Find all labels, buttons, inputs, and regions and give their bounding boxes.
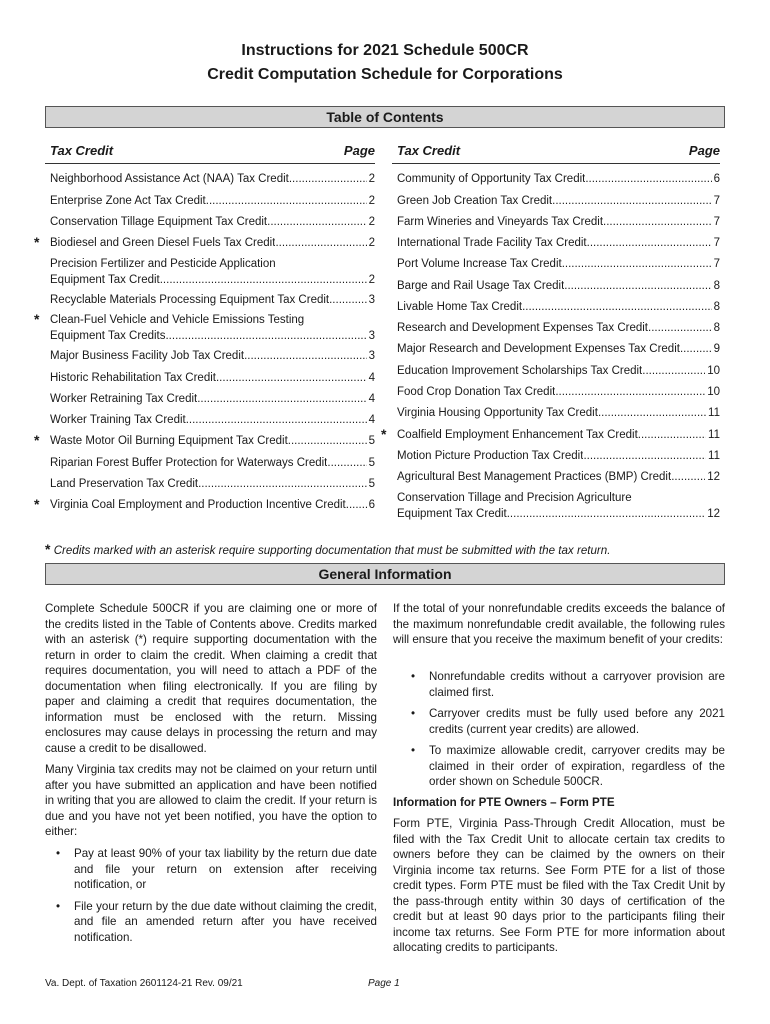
toc-entry	[50, 455, 375, 471]
bullet-text: To maximize allowable credit, carryover credits may be claimed in their order of expiration, regardless of the order shown on Schedule 500CR.	[429, 744, 725, 788]
dot-leader	[186, 412, 367, 428]
toc-entry-page: 7	[713, 237, 720, 249]
toc-entry-label: Biodiesel and Green Diesel Fuels Tax Credit	[50, 237, 276, 249]
toc-entry-label: Barge and Rail Usage Tax Credit	[397, 280, 565, 292]
bullet-item	[56, 899, 377, 946]
dot-leader	[206, 193, 367, 209]
toc-entry-page: 8	[713, 301, 720, 313]
toc-entry-label: Waste Motor Oil Burning Equipment Tax Credit	[50, 435, 288, 447]
dot-leader	[329, 292, 366, 308]
asterisk-marker: *	[381, 426, 387, 442]
toc-header-credit: Tax Credit	[50, 143, 114, 158]
footer-page-number: Page 1	[368, 978, 400, 989]
dot-leader	[288, 433, 367, 449]
toc-entry-page: 10	[707, 365, 720, 377]
asterisk-marker: *	[45, 541, 51, 557]
toc-entry	[34, 234, 375, 251]
toc-entry	[397, 299, 720, 315]
dot-leader	[555, 384, 705, 400]
bullet-icon: •	[411, 744, 416, 757]
bullet-item	[411, 669, 725, 700]
dot-leader	[327, 455, 366, 471]
toc-entry	[397, 235, 720, 251]
asterisk-marker: *	[34, 432, 40, 448]
toc-entry	[397, 341, 720, 357]
toc-entry	[50, 391, 375, 407]
toc-left-header	[45, 143, 375, 164]
toc-entry-label: Riparian Forest Buffer Protection for Waterways Credit	[50, 457, 328, 469]
dot-leader	[562, 256, 712, 272]
toc-entry	[50, 193, 375, 209]
dot-leader	[598, 405, 706, 421]
dot-leader	[671, 469, 705, 485]
toc-entry	[397, 469, 720, 485]
bullet-item	[56, 846, 377, 893]
toc-entry-label: Major Business Facility Job Tax Credit	[50, 350, 245, 362]
bullet-icon: •	[411, 707, 416, 720]
dot-leader	[289, 171, 367, 187]
dot-leader	[648, 320, 712, 336]
toc-entry-label: Land Preservation Tax Credit	[50, 478, 199, 490]
asterisk-marker: *	[34, 496, 40, 512]
toc-entry-label: Food Crop Donation Tax Credit	[397, 386, 556, 398]
toc-entry-page: 2	[368, 216, 375, 228]
toc-entry-label: Recyclable Materials Processing Equipment Tax Credit	[50, 294, 330, 306]
toc-entry-page: 3	[368, 330, 375, 342]
toc-entry-label: Equipment Tax Credits	[50, 330, 166, 342]
toc-entry-page: 2	[368, 274, 375, 286]
toc-entry-page: 4	[368, 414, 375, 426]
dot-leader	[160, 272, 367, 288]
toc-entry-page: 2	[368, 195, 375, 207]
toc-entry-label: Equipment Tax Credit	[50, 274, 160, 286]
toc-entry-label: Education Improvement Scholarships Tax Credit	[397, 365, 643, 377]
toc-entry-label: Port Volume Increase Tax Credit	[397, 258, 562, 270]
toc-entry	[397, 448, 720, 464]
toc-heading: Table of Contents	[45, 106, 725, 128]
general-info-heading: General Information	[45, 563, 725, 585]
toc-entry-label: Major Research and Development Expenses Tax Credit	[397, 343, 680, 355]
toc-entry-page: 12	[707, 471, 720, 483]
bullet-text: Carryover credits must be fully used before any 2021 credits (current year credits) are allowed.	[429, 707, 725, 736]
toc-entry	[397, 320, 720, 336]
dot-leader	[216, 370, 367, 386]
toc-entry-label: Conservation Tillage Equipment Tax Credit	[50, 216, 268, 228]
toc-entry	[50, 370, 375, 386]
bullet-text: Nonrefundable credits without a carryover provision are claimed first.	[429, 670, 725, 699]
general-left-bullet-list	[56, 846, 377, 951]
dot-leader	[275, 235, 366, 251]
bullet-text: Pay at least 90% of your tax liability by the return due date and file your return on extension after receiving notification, or	[74, 847, 377, 891]
toc-entry	[50, 214, 375, 230]
bullet-item	[411, 706, 725, 737]
toc-entry-label: Equipment Tax Credit	[397, 508, 507, 520]
toc-entry-page: 4	[368, 393, 375, 405]
footer-form-info: Va. Dept. of Taxation 2601124-21 Rev. 09/21	[45, 978, 243, 989]
toc-entry-page: 4	[368, 372, 375, 384]
toc-right-column	[381, 143, 720, 520]
toc-entry-label: Coalfield Employment Enhancement Tax Credit	[397, 429, 638, 441]
general-left-paragraph-2: Many Virginia tax credits may not be claimed on your return until after you have submitted an application and have been notified in writing that you are allowed to claim the credit. If your return is due and you have not yet been notified, you have the option to either:	[45, 763, 377, 838]
toc-entry	[397, 171, 720, 187]
toc-footnote	[45, 541, 610, 557]
dot-leader	[507, 506, 705, 522]
pte-body: Form PTE, Virginia Pass-Through Credit Allocation, must be filed with the Tax Credit Unit to allocate certain tax credits to owners before they can be claimed by the owners on their Virginia income tax returns. See Form PTE for a list of those credit types. Form PTE must be filed with the Tax Credit Unit by the pass-through entity within 30 days of certification of the credit but at least 90 days prior to the participants filing their income tax returns. See Form PTE for more information about allocating credits to participants.	[393, 817, 725, 954]
toc-entry	[397, 384, 720, 400]
toc-entry	[50, 348, 375, 364]
toc-entry-label: Worker Training Tax Credit	[50, 414, 186, 426]
toc-entry-label: Enterprise Zone Act Tax Credit	[50, 195, 206, 207]
toc-entry-label: Virginia Coal Employment and Production Incentive Credit	[50, 499, 346, 511]
toc-footnote-text: Credits marked with an asterisk require supporting documentation that must be submitted with the tax return.	[53, 544, 611, 557]
bullet-icon: •	[411, 670, 416, 683]
toc-entry-label: Historic Rehabilitation Tax Credit	[50, 372, 216, 384]
toc-entry-label: Clean-Fuel Vehicle and Vehicle Emissions Testing	[50, 314, 305, 326]
toc-entry-page: 7	[713, 195, 720, 207]
general-right-bullet-list	[411, 669, 725, 796]
toc-entry-label: Worker Retraining Tax Credit	[50, 393, 198, 405]
bullet-item	[411, 743, 725, 790]
general-left-paragraph-1: Complete Schedule 500CR if you are claiming one or more of the credits listed in the Table of Contents above. Credits marked with an asterisk (*) require supporting documentation with the return in order to claim the credit. When claiming a credit that requires documentation, you will need to attach a PDF of the documentation when filing electronically. If you are filing by paper and claiming a credit that requires documentation, the information must be enclosed with the return. Missing enclosures may cause delays in processing the return and may cause a credit to be disallowed.	[45, 602, 377, 755]
toc-entry	[34, 311, 375, 344]
dot-leader	[198, 476, 367, 492]
dot-leader	[244, 348, 367, 364]
toc-entry-label: Livable Home Tax Credit	[397, 301, 523, 313]
toc-entry-page: 5	[368, 478, 375, 490]
toc-entry	[50, 412, 375, 428]
toc-entry-page: 3	[368, 294, 375, 306]
toc-entry-page: 7	[713, 258, 720, 270]
toc-entry-label: Farm Wineries and Vineyards Tax Credit	[397, 216, 604, 228]
toc-entry-page: 6	[713, 173, 720, 185]
toc-entry	[50, 292, 375, 308]
dot-leader	[197, 391, 366, 407]
toc-entry-label: Neighborhood Assistance Act (NAA) Tax Credit	[50, 173, 289, 185]
toc-entry	[34, 432, 375, 449]
toc-entry-page: 9	[713, 343, 720, 355]
toc-entry	[397, 278, 720, 294]
toc-entry-page: 2	[368, 237, 375, 249]
dot-leader	[585, 171, 711, 187]
bullet-icon: •	[56, 899, 61, 913]
toc-entry-page: 5	[368, 435, 375, 447]
dot-leader	[564, 278, 711, 294]
toc-entry-page: 3	[368, 350, 375, 362]
toc-entry-label: Agricultural Best Management Practices (BMP) Credit	[397, 471, 672, 483]
toc-entry-label: Green Job Creation Tax Credit	[397, 195, 553, 207]
toc-entry-page: 10	[707, 386, 720, 398]
dot-leader	[587, 235, 712, 251]
document-title-line2: Credit Computation Schedule for Corporations	[207, 66, 563, 83]
toc-entry	[397, 405, 720, 421]
toc-entry-label: Conservation Tillage and Precision Agriculture	[397, 492, 632, 504]
toc-entry-page: 12	[707, 508, 720, 520]
toc-entry	[50, 476, 375, 492]
toc-entry	[397, 363, 720, 379]
toc-entry-label: Precision Fertilizer and Pesticide Application	[50, 258, 276, 270]
dot-leader	[165, 328, 366, 344]
toc-header-credit: Tax Credit	[397, 143, 461, 158]
toc-right-header	[392, 143, 720, 164]
pte-heading: Information for PTE Owners – Form PTE	[393, 796, 615, 809]
dot-leader	[346, 497, 367, 513]
dot-leader	[603, 214, 712, 230]
toc-entry	[50, 256, 375, 288]
asterisk-marker: *	[34, 311, 40, 327]
toc-entry-page: 8	[713, 322, 720, 334]
toc-entry-page: 11	[708, 429, 720, 441]
dot-leader	[583, 448, 706, 464]
toc-entry-label: Motion Picture Production Tax Credit	[397, 450, 584, 462]
toc-entry	[397, 214, 720, 230]
dot-leader	[642, 363, 705, 379]
toc-entry-page: 6	[368, 499, 375, 511]
dot-leader	[552, 193, 711, 209]
toc-entry-label: Community of Opportunity Tax Credit	[397, 173, 586, 185]
toc-entry	[397, 256, 720, 272]
toc-entry-page: 11	[708, 450, 720, 462]
general-right-paragraph-1: If the total of your nonrefundable credits exceeds the balance of the maximum nonrefundable credit available, the following rules will ensure that you receive the maximum benefit of your credits:	[393, 602, 725, 646]
bullet-text: File your return by the due date without claiming the credit, and file an amended return after you have received notification.	[74, 899, 377, 944]
toc-entry	[397, 193, 720, 209]
toc-entry	[50, 171, 375, 187]
toc-entry-label: International Trade Facility Tax Credit	[397, 237, 587, 249]
bullet-icon: •	[56, 847, 61, 860]
toc-entry-label: Research and Development Expenses Tax Credit	[397, 322, 649, 334]
toc-entry	[381, 426, 720, 443]
dot-leader	[522, 299, 712, 315]
toc-entry-page: 11	[708, 407, 720, 419]
dot-leader	[638, 427, 706, 443]
toc-header-page: Page	[343, 143, 375, 158]
dot-leader	[267, 214, 366, 230]
dot-leader	[680, 341, 712, 357]
toc-entry	[34, 496, 375, 513]
toc-entry	[397, 490, 720, 522]
asterisk-marker: *	[34, 234, 40, 250]
toc-entry-page: 5	[368, 457, 375, 469]
toc-entry-page: 2	[368, 173, 375, 185]
toc-entry-page: 8	[713, 280, 720, 292]
toc-left-column	[34, 143, 375, 512]
toc-entry-page: 7	[713, 216, 720, 228]
toc-entry-label: Virginia Housing Opportunity Tax Credit	[397, 407, 598, 419]
toc-header-page: Page	[688, 143, 720, 158]
document-title-line1: Instructions for 2021 Schedule 500CR	[241, 42, 529, 59]
